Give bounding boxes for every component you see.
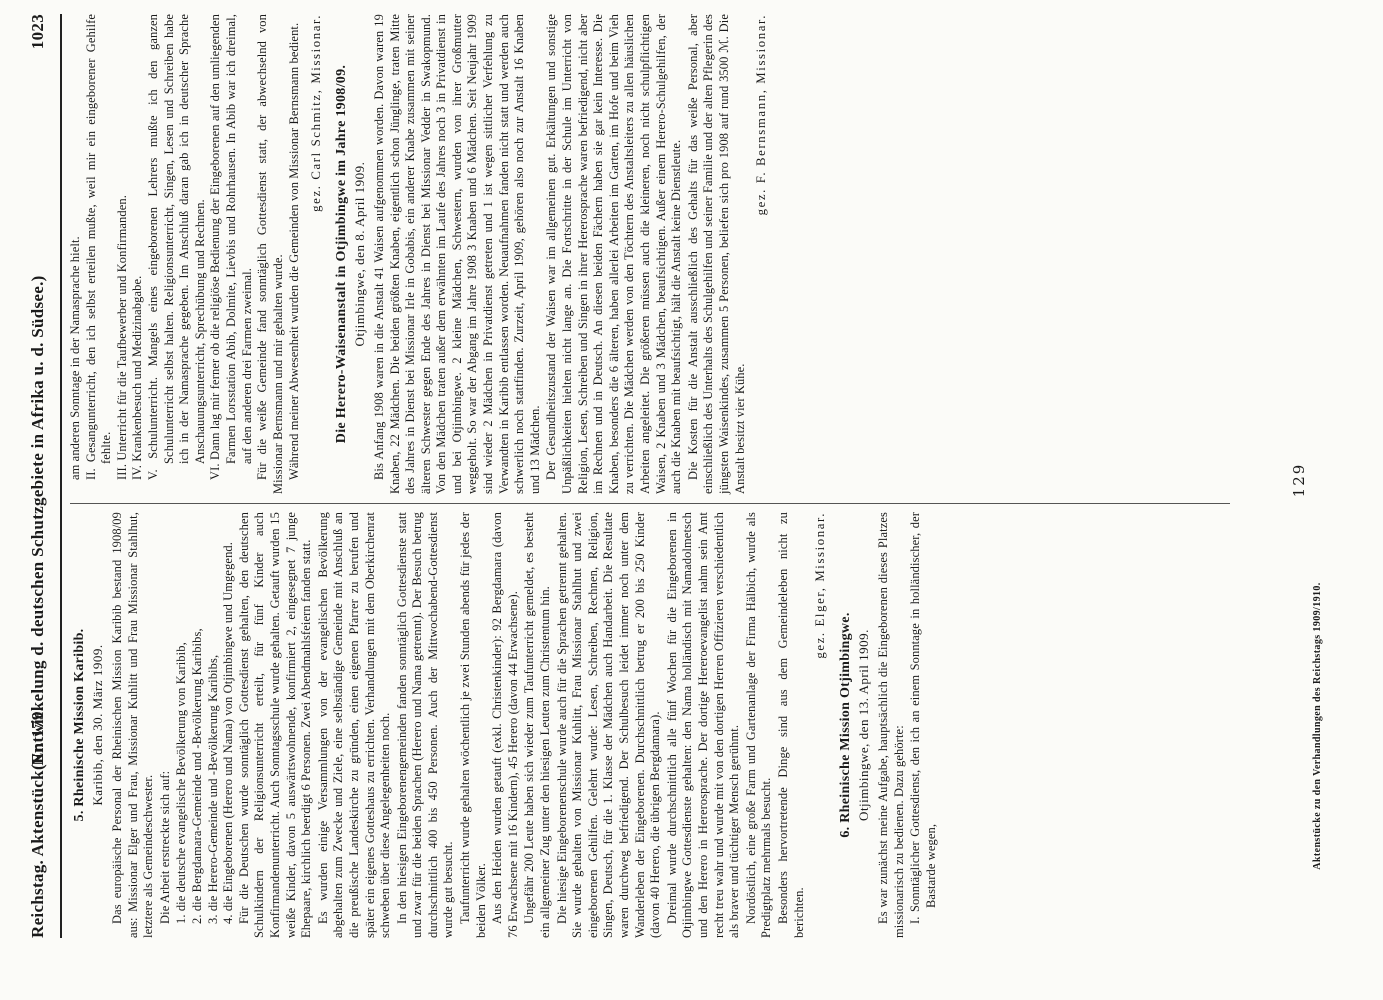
header-left: Reichstag. Aktenstück Nr. 179. — [28, 706, 47, 938]
list-item: I. Sonntäglicher Gottesdienst, den ich an einem Sonntage in holländischer, der Bastarde wegen, — [908, 512, 938, 924]
list-item: IV. Krankenbesuch und Medizinabgabe. — [130, 275, 145, 480]
dateline-otjimbingwe: Otjimbingwe, den 13. April 1909. — [856, 629, 872, 821]
page-footer: Aktenstücke zu den Verhandlungen des Reichstags 1909/1910. — [1312, 582, 1323, 870]
paragraph: Bis Anfang 1908 waren in die Anstalt 41 Waisen aufgenommen worden. Davon waren 19 Knaben, 22 Mädchen. Die beiden größten Knaben, eigentlich schon Jünglinge, traten Mitte des Jahres in Dienst bei Missionar Irle in Gobabis, ein anderer Knabe zusammen mit seiner älteren Schwester gegen Ende des Jahres in Dienst bei Missionar Vedder in Swakopmund. Von den Mädchen traten außer dem erwähnten im Laufe des Jahres noch 3 in Privatdienst in und bei Otjimbingwe. 2 kleine Mädchen, Schwestern, wurden von ihrer Großmutter weggeholt. So war der Abgang im Jahre 1908 3 Knaben und 6 Mädchen. Seit Neujahr 1909 sind wieder 2 Mädchen in Privatdienst getreten und 1 ist wegen sittlicher Verfehlung zu Verwandten in Karibib entlassen worden. Neuaufnahmen fanden nicht statt und werden auch schwerlich noch stattfinden. Zurzeit, April 1909, gehören also noch zur Anstalt 16 Knaben und 13 Mädchen. — [371, 14, 542, 494]
page-number: 1023 — [28, 14, 47, 50]
list-item: VI. Dann lag mir ferner ob die religiöse Bedienung der Eingeborenen auf den umliegenden Farmen Lorsstation Abib, Dolmite, Lievbis und Rohrhausen. In Abib war ich dreimal, auf den anderen drei Farmen zweimal. — [208, 14, 254, 480]
signature-elger: gez. Elger, Missionar. — [813, 512, 828, 659]
paragraph: Die hiesige Eingeborenenschule wurde auch für die Sprachen getrennt gehalten. Sie wurde gehalten von Missionar Kuhlitt, Frau Missionar Stahlhut und zwei eingeborenen Gehilfen. Gelehrt wurde: Lesen, Schreiben, Rechnen, Religion, Singen, Deutsch, für die 1. Klasse der Mädchen auch Handarbeit. Die Resultate waren durchweg befriedigend. Der Schulbesuch leidet immer noch unter dem Wanderleben der Eingeborenen. Durchschnittlich betrug er 200 bis 250 Kinder (davon 40 Herero, die übrigen Bergdamara). — [554, 512, 663, 938]
signature-schmitz: gez. Carl Schmitz, Missionar. — [308, 14, 323, 212]
section-title-otjimbingwe: 6. Rheinische Mission Otjimbingwe. — [838, 612, 854, 838]
right-column — [68, 14, 779, 494]
list-item: III. Unterricht für die Taufbewerber und Konfirmanden. — [114, 195, 129, 480]
paragraph: Während meiner Abwesenheit wurden die Gemeinden von Missionar Bernsmann bedient. — [287, 22, 302, 480]
paragraph: Dreimal wurde durchschnittlich alle fünf Wochen für die Eingeborenen in Otjimbingwe Gottesdienste gehalten: den Nama holländisch mit Namadolmetsch und den Herero in Hererosprache. Der dortige Hereroevangelist nahm sein Amt recht treu wahr und wurde mit von den dortigen Herren Offizieren verschiedentlich als braver und tüchtiger Mensch gerühmt. — [664, 512, 742, 938]
list-item: 1. die deutsche evangelische Bevölkerung von Karibib, — [174, 642, 189, 924]
paragraph: Das europäische Personal der Rheinischen Mission Karibib bestand 1908/09 aus: Missionar Elger und Frau, Missionar Kuhlitt und Frau Missionar Stahlhut, letztere als Gemeindeschwester. — [110, 512, 156, 938]
paragraph: Für die Deutschen wurde sonntäglich Gottesdienst gehalten, den deutschen Schulkindern der Religionsunterricht erteilt, für fünf Kinder auch Konfirmandenunterricht. Auch Sonntagsschule wurde gehalten. Getauft wurden 15 weiße Kinder, davon 5 auswärtswohnende, konfirmiert 2, eingesegnet 7 junge Ehepaare, kirchlich beerdigt 6 Personen. Zwei Abendmahlsfeiern fanden statt. — [236, 512, 314, 938]
signature-bernsmann: gez. F. Bernsmann, Missionar. — [754, 14, 769, 216]
list-item: 2. die Bergdamara-Gemeinde und -Bevölkerung Karibibs, — [189, 628, 204, 924]
section-title-orphanage: Die Herero-Waisenanstalt in Otjimbingwe im Jahre 1908/09. — [333, 64, 349, 444]
left-column — [68, 512, 940, 938]
paragraph: Taufunterricht wurde gehalten wöchentlich je zwei Stunden abends für jedes der beiden Völker. — [458, 512, 488, 938]
list-item: II. Gesangunterricht, den ich selbst erteilen mußte, weil mir ein eingeborener Gehilfe fehlte. — [83, 14, 114, 480]
paragraph: Nordöstlich, eine große Farm und Gartenanlage der Firma Hälbich, wurde als Predigtplatz mehrmals besucht. — [743, 512, 774, 938]
paragraph: Es wurden einige Versammlungen von der evangelischen Bevölkerung abgehalten zum Zwecke und Ziele, eine selbständige Gemeinde mit Anschluß an die preußische Landeskirche zu gründen, einen eigenen Pfarrer zu berufen und später ein eigenes Gotteshaus zu errichten. Verhandlungen mit dem Oberkirchenrat schweben über diese Angelegenheiten noch. — [315, 512, 393, 938]
page-header — [20, 14, 62, 938]
paragraph: Es war zunächst meine Aufgabe, hauptsächlich die Eingeborenen dieses Platzes missionarisch zu bedienen. Dazu gehörte: — [876, 512, 906, 938]
paragraph: Die Arbeit erstreckte sich auf: — [157, 770, 172, 924]
paragraph: In den hiesigen Eingeborenengemeinden fanden sonntäglich Gottesdienste statt und zwar für die beiden Sprachen (Herero und Nama getrennt). Der Besuch betrug durchschnittlich 400 bis 450 Personen. Auch der Mittwochabend-Gottesdienst wurde gut besucht. — [394, 512, 456, 938]
header-title: (Entwickelung d. deutschen Schutzgebiete in Afrika u. d. Südsee.) — [28, 275, 47, 770]
folio-number: 129 — [1290, 462, 1308, 498]
paragraph: Aus den Heiden wurden getauft (exkl. Christenkinder): 92 Bergdamara (davon 76 Erwachsene mit 16 Kindern), 45 Herero (davon 44 Erwachsene). — [490, 512, 520, 938]
list-item: am anderen Sonntage in der Namasprache hielt. — [68, 236, 82, 480]
list-item: 4. die Eingeborenen (Herero und Nama) von Otjimbingwe und Umgegend. — [221, 541, 236, 924]
paragraph: Besonders hervortretende Dinge sind aus dem Gemeindeleben nicht zu berichten. — [775, 512, 806, 938]
dateline-orphanage: Otjimbingwe, den 8. April 1909. — [351, 161, 367, 347]
list-item: 3. die Herero-Gemeinde und -Bevölkerung Karibibs, — [205, 654, 220, 924]
section-title-karibib: 5. Rheinische Mission Karibib. — [72, 628, 87, 822]
dateline-karibib: Karibib, den 30. März 1909. — [90, 644, 105, 806]
list-item: V. Schulunterricht. Mangels eines eingeborenen Lehrers mußte ich den ganzen Schulunterricht selbst halten. Religionsunterricht, Singen, Lesen und Schreiben habe ich in der Namasprache gegeben. Im Anschluß daran gab ich in deutscher Sprache Anschauungsunterricht, Sprechübung und Rechnen. — [145, 14, 207, 480]
paragraph: Für die weiße Gemeinde fand sonntäglich Gottesdienst statt, der abwechselnd von Missionar Bernsmann und mir gehalten wurde. — [255, 14, 285, 494]
paragraph: Der Gesundheitszustand der Waisen war im allgemeinen gut. Erkältungen und sonstige Unpäßlichkeiten hielten nicht lange an. Die Fortschritte in der Schule im Unterricht von Religion, Lesen, Schreiben und Singen in ihrer Hererosprache waren befriedigend, nicht aber im Rechnen und in Deutsch. An diesen beiden Fächern haben sie gar kein Interesse. Die Knaben, besonders die 6 älteren, haben allerlei Arbeiten im Garten, im Hofe und beim Vieh zu verrichten. Die Mädchen werden von den Töchtern des Anstaltsleiters zu allen häuslichen Arbeiten angeleitet. Die größeren müssen auch die kleineren, noch nicht schulpflichtigen Waisen, 2 Knaben und 3 Mädchen, beaufsichtigen. Außer einem Herero-Schulgehilfen, der auch die Knaben mit beaufsichtigt, hält die Anstalt keine Dienstleute. — [544, 14, 684, 494]
paragraph: Die Kosten für die Anstalt ausschließlich des Gehalts für das weiße Personal, aber einschließlich des Unterhalts des Schulgehilfen und seiner Familie und der alten Pflegerin des jüngsten Waisenkindes, zusammen 5 Personen, beliefen sich pro 1908 auf rund 3500 ℳ. Die Anstalt besitzt vier Kühe. — [685, 13, 747, 494]
column-divider — [70, 503, 1230, 504]
paragraph: Ungefähr 200 Leute haben sich wieder zum Taufunterricht gemeldet, es besteht ein allgemeiner Zug unter den hiesigen Leuten zum Christentum hin. — [522, 512, 553, 938]
